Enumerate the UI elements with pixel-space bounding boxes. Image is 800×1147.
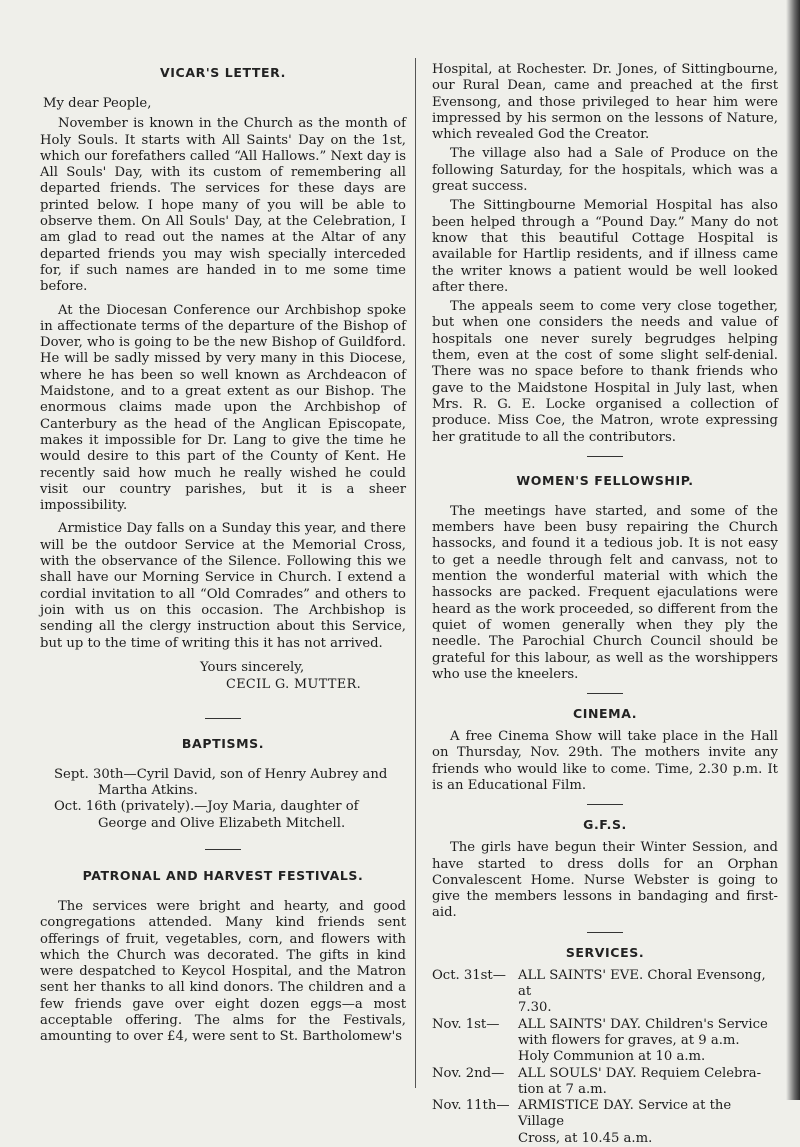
- patronal-continued-2: The village also had a Sale of Produce on the following Saturday, for the hospitals, which was a great success.: [432, 146, 778, 195]
- service-line: 7.30.: [518, 1000, 552, 1016]
- baptism-entry: Sept. 30th—Cyril David, son of Henry Aubrey and Martha Atkins.: [54, 766, 388, 799]
- section-separator: [587, 693, 623, 694]
- section-separator: [205, 718, 241, 719]
- cinema-heading: CINEMA.: [572, 706, 638, 722]
- vicars-letter-heading: VICAR'S LETTER.: [160, 65, 286, 80]
- services-heading: SERVICES.: [565, 944, 645, 960]
- right-column: [432, 58, 778, 1147]
- patronal-continued-1: Hospital, at Rochester. Dr. Jones, of Sittingbourne, our Rural Dean, came and preached at the first Evensong, and those privileged to hear him were impressed by his sermon on the lessons of Nature, which revealed God the Creator.: [432, 62, 778, 143]
- patronal-continued-3: The Sittingbourne Memorial Hospital has also been helped through a “Pound Day.” Many do not know that this beautiful Cottage Hospital is available for Hartlip residents, and if illness came the writer knows a patient would be well looked after there.: [432, 198, 778, 295]
- section-separator: [587, 456, 623, 457]
- service-item: [432, 1066, 778, 1099]
- cinema-paragraph: A free Cinema Show will take place in the Hall on Thursday, Nov. 29th. The mothers invite any friends who would like to come. Time, 2.30 p.m. It is an Educational Film.: [432, 729, 778, 793]
- patronal-heading: PATRONAL AND HARVEST FESTIVALS.: [82, 867, 364, 883]
- womens-fellowship-heading: WOMEN'S FELLOWSHIP.: [516, 472, 694, 488]
- letter-closing: Yours sincerely,: [200, 659, 305, 675]
- letter-paragraph-1: November is known in the Church as the month of Holy Souls. It starts with All Saints' Day on the 1st, which our forefathers called “All Hallows.” Next day is All Souls' Day, with its custom of remembering all departed friends. The services for these days are printed below. I hope many of you will be able to observe them. On All Souls' Day, at the Celebration, I am glad to read out the names at the Altar of any departed friends you may wish specially interceded for, if such names are handed in to me some time before.: [40, 116, 406, 295]
- service-line: tion at 7 a.m.: [518, 1081, 607, 1097]
- section-separator: [205, 849, 241, 850]
- service-line: with flowers for graves, at 9 a.m.: [518, 1032, 740, 1048]
- patronal-paragraph: The services were bright and hearty, and good congregations attended. Many kind friends sent offerings of fruit, vegetables, corn, and flowers with which the Church was decorated. The gifts in kind were despatched to Keycol Hospital, and the Matron sent her thanks to all kind donors. The children and a few friends gave over eight dozen eggs—a most acceptable offering. The alms for the Festivals, amounting to over £4, were sent to St. Bartholomew's: [40, 898, 406, 1045]
- letter-paragraph-2: At the Diocesan Conference our Archbishop spoke in affectionate terms of the departure of the Bishop of Dover, who is going to be the new Bishop of Guildford. He will be sadly missed by very many in this Diocese, where he has been so well known as Archdeacon of Maidstone, and to a great extent as our Bishop. The enormous claims made upon the Archbishop of Canterbury as the head of the Anglican Episcopate, makes it impossible for Dr. Lang to give the time he would desire to this part of the County of Kent. He recently said how much he really wished he could visit our country parishes, but it is a sheer impossibility.: [40, 302, 406, 514]
- service-line: ALL SAINTS' EVE. Choral Evensong, at: [518, 967, 766, 1000]
- letter-signature: CECIL G. MUTTER.: [226, 676, 362, 692]
- page-edge-shadow: [786, 0, 800, 1100]
- section-separator: [587, 804, 623, 805]
- service-line: ALL SAINTS' DAY. Children's Service: [518, 1016, 768, 1032]
- column-divider: [415, 58, 416, 1088]
- service-line: ARMISTICE DAY. Service at the Village: [518, 1098, 732, 1130]
- gfs-paragraph: The girls have begun their Winter Session, and have started to dress dolls for an Orphan Convalescent Home. Nurse Webster is going to give the members lessons in bandaging and first-aid.: [432, 840, 778, 921]
- letter-paragraph-3: Armistice Day falls on a Sunday this year, and there will be the outdoor Service at the Memorial Cross, with the observance of the Silence. Following this we shall have our Morning Service in Church. I extend a cordial invitation to all “Old Comrades” and others to join with us on this occasion. The Archbishop is sending all the clergy instruction about this Service, but up to the time of writing this it has not arrived.: [40, 521, 406, 651]
- salutation: My dear People,: [43, 96, 152, 111]
- service-date: Nov. 11th—: [432, 1098, 510, 1114]
- service-date: Nov. 1st—: [432, 1016, 500, 1032]
- womens-fellowship-paragraph: The meetings have started, and some of the members have been busy repairing the Church hassocks, and found it a tedious job. It is not easy to get a needle through felt and canvass, not to mention the wonderful material with which the hassocks are packed. Frequent ejaculations were heard as the work proceeded, so different from the quiet of women generally when they ply the needle. The Parochial Church Council should be grateful for this labour, as well as the worshippers who use the kneelers.: [432, 503, 778, 682]
- service-line: ALL SOULS' DAY. Requiem Celebra-: [518, 1065, 762, 1081]
- section-separator: [587, 932, 623, 933]
- left-column: [40, 58, 406, 1046]
- baptisms-heading: BAPTISMS.: [181, 735, 265, 751]
- service-item: [432, 968, 778, 1017]
- service-date: Oct. 31st—: [432, 967, 506, 983]
- patronal-continued-4: The appeals seem to come very close together, but when one considers the needs and value of hospitals one never surely begrudges helping them, even at the cost of some slight self-denial. There was no space before to thank friends who gave to the Maidstone Hospital in July last, when Mrs. R. G. E. Locke organised a collection of produce. Miss Coe, the Matron, wrote expressing her gratitude to all the contributors.: [432, 299, 778, 445]
- service-line: Cross, at 10.45 a.m.: [518, 1130, 653, 1146]
- baptism-entry: Oct. 16th (privately).—Joy Maria, daughter of George and Olive Elizabeth Mitchell.: [54, 799, 359, 831]
- service-line: Holy Communion at 10 a.m.: [518, 1049, 706, 1065]
- service-item: [432, 1098, 778, 1147]
- gfs-heading: G.F.S.: [583, 817, 627, 833]
- service-date: Nov. 2nd—: [432, 1065, 505, 1081]
- service-item: [432, 1017, 778, 1066]
